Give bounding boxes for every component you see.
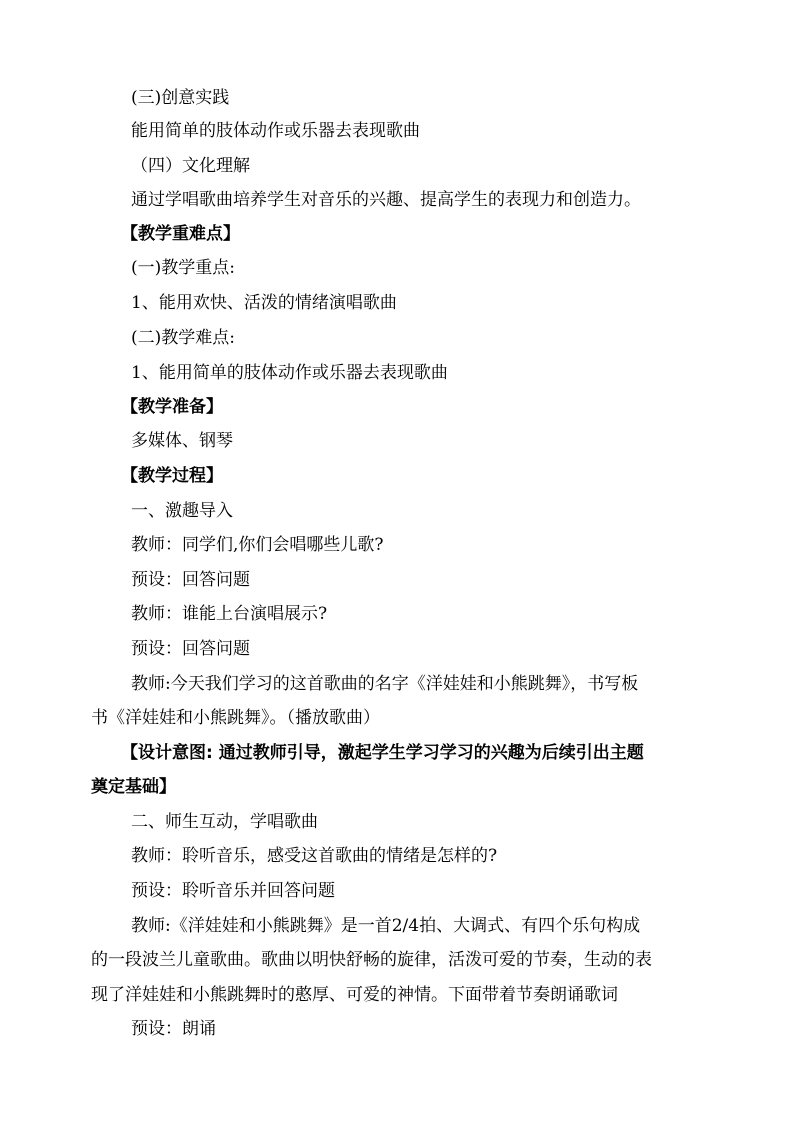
paragraph: 能用简单的肢体动作或乐器去表现歌曲 (131, 121, 420, 141)
paragraph: 教师:今天我们学习的这首歌曲的名字《洋娃娃和小熊跳舞》，书写板 (131, 674, 639, 694)
heading-process: 【教学过程】 (121, 466, 223, 486)
paragraph: 教师：同学们,你们会唱哪些儿歌? (131, 535, 384, 555)
design-intent-continued: 奠定基础】 (91, 777, 176, 797)
paragraph: 教师:《洋娃娃和小熊跳舞》是一首2/4拍、大调式、有四个乐句构成 (131, 916, 641, 936)
heading-key-points: 【教学重难点】 (121, 224, 240, 244)
paragraph: 1、能用简单的肢体动作或乐器去表现歌曲 (131, 363, 448, 383)
subheading: 二、师生互动，学唱歌曲 (131, 812, 318, 832)
subheading: (二)教学难点: (131, 328, 235, 348)
paragraph-continued: 现了洋娃娃和小熊跳舞时的憨厚、可爱的神情。下面带着节奏朗诵歌词 (91, 985, 618, 1005)
paragraph-continued: 书《洋娃娃和小熊跳舞》。（播放歌曲） (91, 708, 380, 728)
heading-preparation: 【教学准备】 (121, 397, 223, 417)
subheading: (一)教学重点: (131, 258, 235, 278)
paragraph: 通过学唱歌曲培养学生对音乐的兴趣、提高学生的表现力和创造力。 (131, 190, 641, 210)
paragraph: 预设：回答问题 (131, 639, 250, 659)
paragraph: 多媒体、钢琴 (131, 431, 233, 451)
section-creative-practice: (三)创意实践 (131, 88, 230, 108)
paragraph: 预设：聆听音乐并回答问题 (131, 881, 335, 901)
paragraph: 教师：聆听音乐，感受这首歌曲的情绪是怎样的? (131, 846, 498, 866)
design-intent: 【设计意图: 通过教师引导，激起学生学习学习的兴趣为后续引出主题 (121, 743, 644, 763)
section-cultural-understanding: （四）文化理解 (131, 156, 250, 176)
subheading: 一、激趣导入 (131, 501, 233, 521)
paragraph: 预设：回答问题 (131, 570, 250, 590)
paragraph: 预设：朗诵 (131, 1019, 216, 1039)
paragraph: 1、能用欢快、活泼的情绪演唱歌曲 (131, 293, 397, 313)
paragraph: 教师：谁能上台演唱展示? (131, 604, 328, 624)
paragraph-continued: 的一段波兰儿童歌曲。歌曲以明快舒畅的旋律，活泼可爱的节奏，生动的表 (91, 950, 652, 970)
